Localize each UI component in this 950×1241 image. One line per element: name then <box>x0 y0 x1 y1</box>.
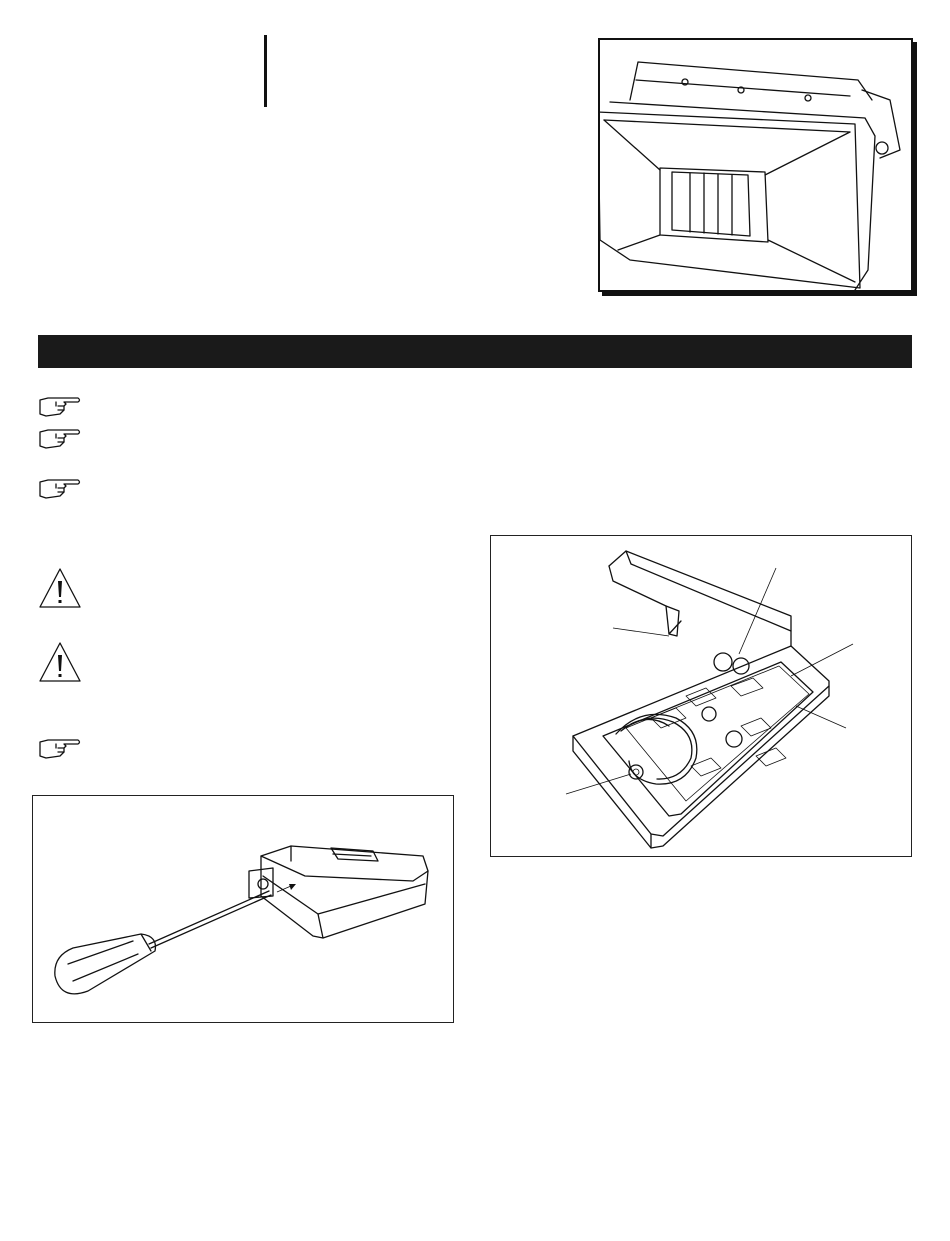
pointing-hand-icon <box>38 478 82 500</box>
product-illustration-frame <box>598 38 913 292</box>
warning-triangle-icon <box>38 566 82 610</box>
pointing-hand-icon <box>38 428 82 450</box>
pointing-hand-icon <box>38 738 82 760</box>
note-item <box>38 738 82 760</box>
note-item <box>38 428 82 450</box>
header-divider <box>264 35 267 107</box>
note-item <box>38 478 82 500</box>
screwdriver-opening-illustration <box>33 796 453 1022</box>
open-sensor-housing-illustration <box>491 536 911 856</box>
pointing-hand-icon <box>38 396 82 418</box>
motion-sensor-illustration <box>600 40 911 290</box>
open-housing-figure <box>490 535 912 857</box>
warning-item <box>38 640 82 684</box>
screwdriver-figure <box>32 795 454 1023</box>
note-item <box>38 396 82 418</box>
section-heading-band <box>38 335 912 368</box>
warning-item <box>38 566 82 610</box>
warning-triangle-icon <box>38 640 82 684</box>
